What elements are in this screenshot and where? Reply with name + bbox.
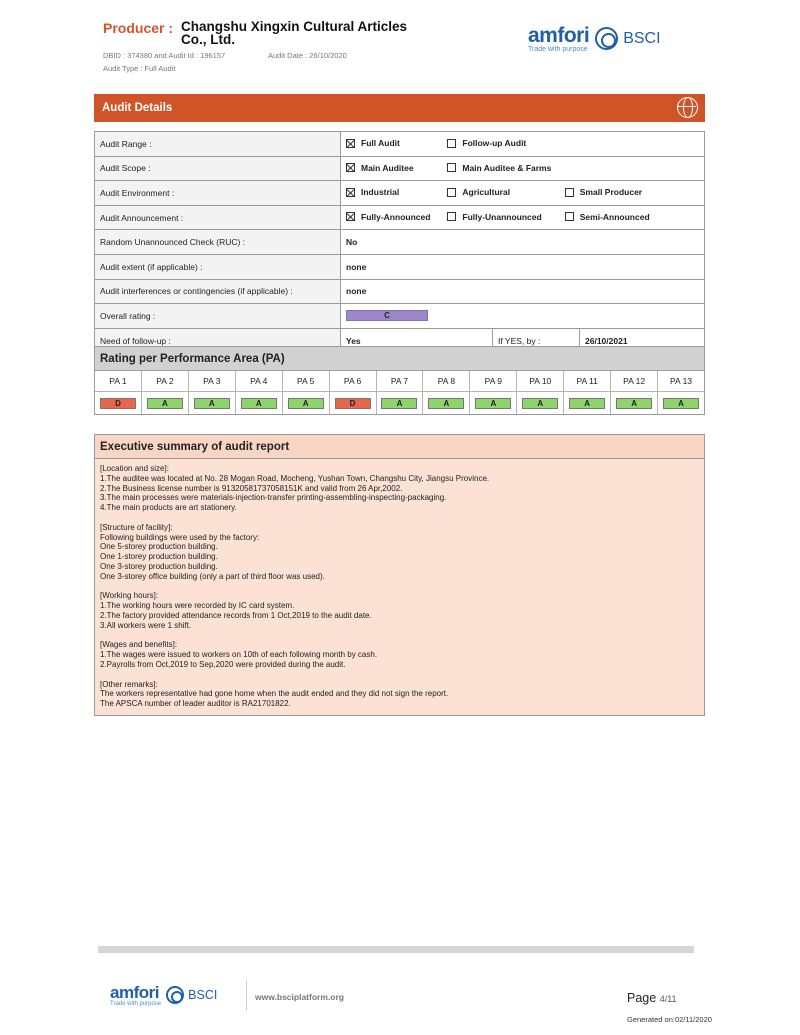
summary-line: 1.The working hours were recorded by IC card system. <box>100 601 295 611</box>
audit-announcement-row <box>95 205 705 230</box>
audit-details-title: Audit Details <box>102 102 173 114</box>
row-label: Need of follow-up : <box>95 328 341 353</box>
pa-column <box>95 371 142 414</box>
option-label: Main Auditee & Farms <box>462 162 552 173</box>
summary-paragraph <box>100 591 704 630</box>
logo-ring-icon <box>166 986 184 1004</box>
pa-column <box>236 371 283 414</box>
audit-scope-row <box>95 156 705 181</box>
overall-rating-badge: C <box>346 310 428 321</box>
executive-summary <box>94 434 705 716</box>
pa-name: PA 11 <box>564 371 610 392</box>
summary-line: [Structure of facility]: <box>100 522 173 532</box>
page-label: Page <box>627 991 657 1005</box>
performance-area-grid <box>95 371 704 414</box>
audit-range-row <box>95 132 705 157</box>
audit-interferences-row <box>95 279 705 304</box>
option-label: Main Auditee <box>361 162 414 173</box>
row-label: Audit interferences or contingencies (if applicable) : <box>95 279 341 304</box>
option-label: Full Audit <box>361 138 400 149</box>
pa-rating-cell <box>236 392 282 414</box>
if-yes-label: If YES, by : <box>493 328 580 353</box>
option-label: Fully-Unannounced <box>462 211 542 222</box>
checkbox-icon[interactable] <box>447 139 456 148</box>
summary-line: The APSCA number of leader auditor is RA21701822. <box>100 699 291 709</box>
pa-rating-badge: D <box>335 398 371 409</box>
row-label: Audit Scope : <box>95 156 341 181</box>
summary-paragraph <box>100 680 704 709</box>
logo-word: amfori <box>110 983 159 1002</box>
pa-column <box>142 371 189 414</box>
checkbox-icon[interactable] <box>447 163 456 172</box>
pa-column <box>189 371 236 414</box>
summary-line: 1.The wages were issued to workers on 10th of each following month by cash. <box>100 650 378 660</box>
pa-rating-cell <box>142 392 188 414</box>
option-full-audit[interactable] <box>346 138 445 148</box>
overall-rating-cell <box>341 304 705 329</box>
pa-rating-badge: A <box>288 398 324 409</box>
pa-name: PA 9 <box>470 371 516 392</box>
overall-rating-row <box>95 304 705 329</box>
option-semi-announced[interactable] <box>565 212 650 222</box>
row-value <box>341 156 705 181</box>
pa-name: PA 2 <box>142 371 188 392</box>
option-follow-up-audit[interactable] <box>447 138 526 148</box>
footer-separator <box>246 980 247 1010</box>
audit-interferences-value: none <box>341 279 705 304</box>
pa-rating-badge: A <box>428 398 464 409</box>
generated-on: Generated on:02/11/2020 <box>627 1015 712 1024</box>
checkbox-icon[interactable] <box>447 188 456 197</box>
ruc-row <box>95 230 705 255</box>
summary-line: One 1-storey production building. <box>100 552 218 562</box>
page-total: /11 <box>664 994 677 1004</box>
audit-date: Audit Date : 26/10/2020 <box>268 51 347 60</box>
pa-column <box>283 371 330 414</box>
performance-area-table <box>94 346 705 415</box>
pa-column <box>470 371 517 414</box>
summary-paragraph <box>100 464 704 513</box>
pa-column <box>423 371 470 414</box>
summary-line: 2.The Business license number is 91320581737058151K and valid from 26 Apr,2002. <box>100 483 403 493</box>
checkbox-checked-icon[interactable] <box>346 188 355 197</box>
page-current: 4 <box>659 994 665 1004</box>
option-label: Small Producer <box>579 187 643 198</box>
globe-icon <box>677 97 698 118</box>
summary-line: [Wages and benefits]: <box>100 640 178 650</box>
pa-name: PA 6 <box>330 371 376 392</box>
option-main-auditee-farms[interactable] <box>447 163 551 173</box>
pa-column <box>517 371 564 414</box>
audit-environment-row <box>95 181 705 206</box>
page-number <box>627 991 677 1005</box>
audit-details-header <box>94 94 705 122</box>
option-agricultural[interactable] <box>447 187 562 197</box>
summary-line: One 3-storey office building (only a part of third floor was used). <box>100 571 325 581</box>
summary-line: [Location and size]: <box>100 464 169 473</box>
pa-rating-cell <box>423 392 469 414</box>
summary-line: Following buildings were used by the factory: <box>100 532 260 542</box>
pa-rating-cell <box>658 392 704 414</box>
logo-bsci: BSCI <box>188 988 218 1002</box>
pa-rating-badge: A <box>522 398 558 409</box>
pa-column <box>611 371 658 414</box>
option-label: Follow-up Audit <box>462 138 527 149</box>
option-industrial[interactable] <box>346 187 445 197</box>
audit-ids: DBID : 374380 and Audit Id : 196157 <box>103 51 226 60</box>
executive-summary-body <box>95 459 704 709</box>
summary-line: [Other remarks]: <box>100 679 158 689</box>
pa-rating-cell <box>564 392 610 414</box>
producer-label: Producer : <box>103 20 174 36</box>
row-label: Audit Range : <box>95 132 341 157</box>
checkbox-checked-icon[interactable] <box>346 163 355 172</box>
follow-up-value: Yes <box>341 328 493 353</box>
pa-rating-badge: A <box>241 398 277 409</box>
pa-rating-cell <box>517 392 563 414</box>
summary-line: 3.All workers were 1 shift. <box>100 620 192 630</box>
pa-rating-badge: A <box>569 398 605 409</box>
row-label: Overall rating : <box>95 304 341 329</box>
summary-line: [Working hours]: <box>100 591 159 601</box>
checkbox-checked-icon[interactable] <box>346 212 355 221</box>
audit-details-table <box>94 131 705 353</box>
checkbox-icon[interactable] <box>565 188 574 197</box>
pa-rating-cell <box>330 392 376 414</box>
pa-rating-cell <box>377 392 423 414</box>
if-yes-value: 26/10/2021 <box>580 328 705 353</box>
summary-line: The workers representative had gone home when the audit ended and they did not sign the report. <box>100 689 449 699</box>
row-value <box>341 205 705 230</box>
audit-extent-value: none <box>341 254 705 279</box>
ruc-value: No <box>341 230 705 255</box>
logo-word: amfori <box>528 24 590 47</box>
logo-tagline: Trade with purpose <box>110 1001 162 1007</box>
pa-rating-cell <box>611 392 657 414</box>
row-label: Audit extent (if applicable) : <box>95 254 341 279</box>
pa-name: PA 5 <box>283 371 329 392</box>
summary-paragraph <box>100 523 704 582</box>
pa-rating-badge: A <box>475 398 511 409</box>
option-label: Fully-Announced <box>361 211 431 222</box>
pa-rating-badge: D <box>100 398 136 409</box>
summary-line: 4.The main products are art stationery. <box>100 503 237 513</box>
option-fully-unannounced[interactable] <box>447 212 562 222</box>
option-label: Industrial <box>361 187 400 198</box>
pa-rating-badge: A <box>663 398 699 409</box>
performance-area-title: Rating per Performance Area (PA) <box>95 347 704 371</box>
pa-name: PA 1 <box>95 371 141 392</box>
option-small-producer[interactable] <box>565 187 642 197</box>
pa-name: PA 13 <box>658 371 704 392</box>
pa-name: PA 8 <box>423 371 469 392</box>
footer-amfori-bsci-logo <box>110 983 217 1007</box>
amfori-bsci-logo <box>528 24 661 53</box>
summary-paragraph <box>100 640 704 669</box>
logo-tagline: Trade with purpose <box>528 46 588 53</box>
pa-rating-cell <box>470 392 516 414</box>
pa-rating-cell <box>283 392 329 414</box>
checkbox-icon[interactable] <box>565 212 574 221</box>
pa-rating-cell <box>95 392 141 414</box>
summary-line: One 3-storey production building. <box>100 561 218 571</box>
row-label: Audit Announcement : <box>95 205 341 230</box>
option-label: Agricultural <box>462 187 511 198</box>
row-label: Random Unannounced Check (RUC) : <box>95 230 341 255</box>
option-main-auditee[interactable] <box>346 163 445 173</box>
summary-line: 3.The main processes were materials-injection-transfer printing-assembling-inspecting-packaging. <box>100 493 447 503</box>
summary-line: 2.Payrolls from Oct,2019 to Sep,2020 were provided during the audit. <box>100 659 346 669</box>
platform-link[interactable]: www.bsciplatform.org <box>255 992 344 1002</box>
summary-line: 2.The factory provided attendance records from 1 Oct,2019 to the audit date. <box>100 610 372 620</box>
pa-column <box>564 371 611 414</box>
audit-type: Audit Type : Full Audit <box>103 64 176 73</box>
pa-name: PA 7 <box>377 371 423 392</box>
producer-name: Changshu Xingxin Cultural Articles Co., Ltd. <box>181 19 408 47</box>
pa-name: PA 3 <box>189 371 235 392</box>
pa-rating-badge: A <box>381 398 417 409</box>
pa-rating-cell <box>189 392 235 414</box>
audit-extent-row <box>95 254 705 279</box>
logo-ring-icon <box>595 27 618 50</box>
pa-rating-badge: A <box>616 398 652 409</box>
logo-bsci: BSCI <box>623 29 661 47</box>
pa-name: PA 10 <box>517 371 563 392</box>
checkbox-icon[interactable] <box>447 212 456 221</box>
pa-name: PA 4 <box>236 371 282 392</box>
pa-column <box>330 371 377 414</box>
row-label: Audit Environment : <box>95 181 341 206</box>
pa-column <box>658 371 704 414</box>
row-value <box>341 132 705 157</box>
pa-column <box>377 371 424 414</box>
option-label: Semi-Announced <box>579 211 650 222</box>
pa-name: PA 12 <box>611 371 657 392</box>
summary-line: 1.The auditee was located at No. 28 Mogan Road, Mocheng, Yushan Town, Changshu City, Jiangsu Province. <box>100 473 490 483</box>
pa-rating-badge: A <box>194 398 230 409</box>
row-value <box>341 181 705 206</box>
executive-summary-title: Executive summary of audit report <box>95 435 704 459</box>
option-fully-announced[interactable] <box>346 212 445 222</box>
footer-divider <box>98 946 694 953</box>
summary-line: One 5-storey production building. <box>100 542 218 552</box>
checkbox-checked-icon[interactable] <box>346 139 355 148</box>
pa-rating-badge: A <box>147 398 183 409</box>
